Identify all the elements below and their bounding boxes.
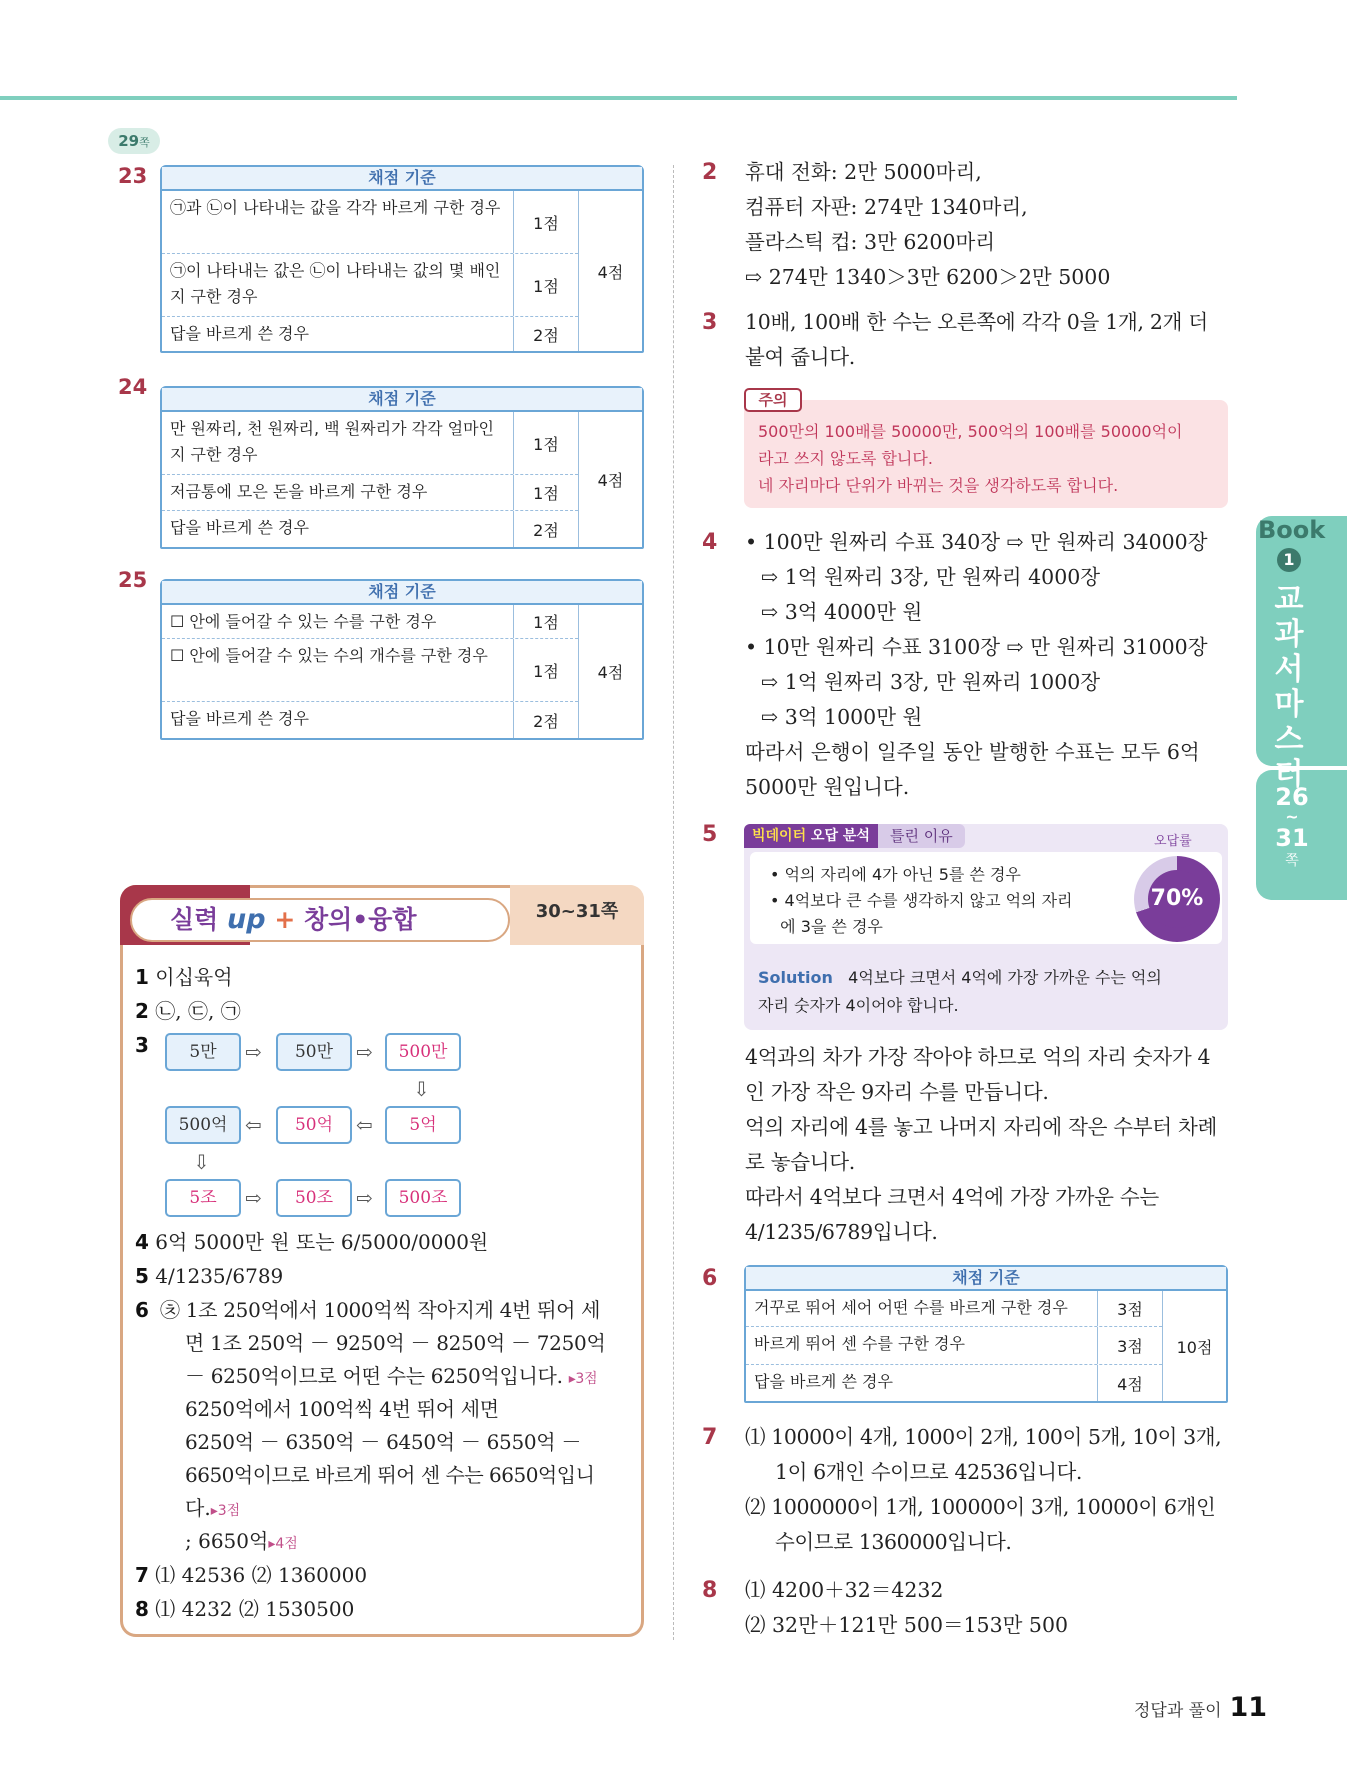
rubric-points: 1점 <box>513 191 578 253</box>
question-number: 23 <box>118 164 148 188</box>
answer-4: 4 6억 5000만 원 또는 6/5000/0000원 <box>135 1230 489 1254</box>
arrow-down-icon: ⇩ <box>413 1077 430 1101</box>
answer-1: 1 이십육억 <box>135 965 233 989</box>
flow-box: 5만 <box>165 1033 241 1071</box>
answer-7-text: ⑴ 10000이 4개, 1000이 2개, 100이 5개, 10이 3개, 1이 6개인 수이므로 42536입니다. ⑵ 1000000이 1개, 100000이 3개, 10000이 6개인 수이므로 1360000입니다. <box>745 1425 1222 1554</box>
rubric-criterion: 저금통에 모은 돈을 바르게 구한 경우 <box>170 482 428 501</box>
section-pages: 30~31쪽 <box>510 885 644 945</box>
rubric-title: 채점 기준 <box>162 581 642 605</box>
question-number: 7 <box>702 1425 718 1450</box>
caution-box <box>744 391 1228 508</box>
answer-6-line: 면 1조 250억 － 9250억 － 8250억 － 7250억 <box>185 1331 606 1355</box>
footer: 정답과 풀이 11 <box>1134 1692 1268 1723</box>
rubric-criterion: 답을 바르게 쓴 경우 <box>754 1372 893 1391</box>
arrow-down-icon: ⇩ <box>193 1150 210 1174</box>
rubric-points: 3점 <box>1097 1327 1162 1364</box>
answer-6-line: 다.▸3점 <box>185 1496 241 1520</box>
rubric-table-6 <box>744 1265 1228 1403</box>
question-number: 25 <box>118 568 148 592</box>
flow-box: 500조 <box>385 1179 461 1217</box>
caution-label: 주의 <box>744 388 802 412</box>
answer-2-text: 휴대 전화: 2만 5000마리, 컴퓨터 자판: 274만 1340마리, 플라스틱 컵: 3만 6200마리 ⇨ 274만 1340＞3만 6200＞2만 5000 <box>745 160 1111 289</box>
rubric-criterion: 바르게 뛰어 센 수를 구한 경우 <box>754 1334 965 1353</box>
rubric-total: 4점 <box>578 191 642 351</box>
answer-3-text: 10배, 100배 한 수는 오른쪽에 각각 0을 1개, 2개 더 붙여 줍니다. <box>745 310 1208 369</box>
error-rate-value: 70% <box>1148 870 1206 928</box>
rubric-points: 1점 <box>513 475 578 510</box>
book-number: 1 <box>1277 548 1301 572</box>
caution-text: 500만의 100배를 50000만, 500억의 100배를 50000억이 라고 쓰지 않도록 합니다. 네 자리마다 단위가 바뀌는 것을 생각하도록 합니다. <box>758 422 1183 495</box>
question-number: 8 <box>702 1578 718 1603</box>
rubric-total: 4점 <box>578 412 642 547</box>
side-page-range: 26 ~ 31 쪽 <box>1275 783 1309 869</box>
answer-5-text: 4억과의 차가 가장 작아야 하므로 억의 자리 숫자가 4 인 가장 작은 9자리 수를 만듭니다. 억의 자리에 4를 놓고 나머지 자리에 작은 수부터 차례 로 놓습니다. 따라서 4억보다 크면서 4억에 가장 가까운 수는 4/1235/6789입니다. <box>745 1045 1218 1244</box>
rubric-title: 채점 기준 <box>162 388 642 412</box>
rubric-criterion: 답을 바르게 쓴 경우 <box>170 709 309 728</box>
rubric-criterion: 거꾸로 뛰어 세어 어떤 수를 바르게 구한 경우 <box>754 1298 1068 1317</box>
rubric-total: 4점 <box>578 605 642 738</box>
arrow-right-icon: ⇨ <box>356 1040 373 1064</box>
rubric-points: 1점 <box>513 639 578 701</box>
answer-3-number: 3 <box>135 1033 149 1057</box>
rubric-points: 2점 <box>513 511 578 547</box>
answer-6-line: 6250억에서 100억씩 4번 뛰어 세면 <box>185 1397 499 1421</box>
book-label: Book <box>1258 516 1326 544</box>
flow-box: 500만 <box>385 1033 461 1071</box>
rubric-criterion: 답을 바르게 쓴 경우 <box>170 518 309 537</box>
answer-6-line: － 6250억이므로 어떤 수는 6250억입니다. ▸3점 <box>185 1364 598 1388</box>
answer-5: 5 4/1235/6789 <box>135 1264 284 1288</box>
rubric-table-25 <box>160 579 644 740</box>
rubric-points: 2점 <box>513 702 578 738</box>
rubric-points: 4점 <box>1097 1365 1162 1401</box>
flow-box: 50억 <box>276 1106 352 1144</box>
rubric-points: 1점 <box>513 254 578 316</box>
answer-6-line: ; 6650억▸4점 <box>185 1529 298 1553</box>
side-title: 교 과 서 마 스 터 <box>1274 582 1304 792</box>
flow-box: 50만 <box>276 1033 352 1071</box>
rubric-points: 3점 <box>1097 1291 1162 1326</box>
rubric-total: 10점 <box>1162 1291 1226 1401</box>
question-number: 5 <box>702 822 718 847</box>
rubric-criterion: 만 원짜리, 천 원짜리, 백 원짜리가 각각 얼마인지 구한 경우 <box>170 419 494 464</box>
arrow-left-icon: ⇦ <box>356 1113 373 1137</box>
flow-box: 5조 <box>165 1179 241 1217</box>
flow-box: 500억 <box>165 1106 241 1144</box>
question-number: 6 <box>702 1266 718 1291</box>
wrong-reasons: • 억의 자리에 4가 아닌 5를 쓴 경우 • 4억보다 큰 수를 생각하지 않고 억의 자리 에 3을 쓴 경우 <box>750 852 1222 944</box>
answer-6-number: 6 <box>135 1298 149 1322</box>
bigdata-header: 빅데이터 오답 분석 틀린 이유 <box>744 824 965 848</box>
bigdata-analysis-box <box>744 824 1228 1030</box>
flow-box: 50조 <box>276 1179 352 1217</box>
rubric-criterion: ☐ 안에 들어갈 수 있는 수를 구한 경우 <box>170 612 437 631</box>
page-number: 11 <box>1229 1692 1268 1723</box>
error-rate-label: 오답률 <box>1154 834 1192 849</box>
arrow-left-icon: ⇦ <box>245 1113 262 1137</box>
arrow-right-icon: ⇨ <box>245 1186 262 1210</box>
rubric-table-23 <box>160 165 644 353</box>
rubric-table-24 <box>160 386 644 549</box>
arrow-right-icon: ⇨ <box>356 1186 373 1210</box>
question-number: 4 <box>702 530 718 555</box>
page-tag: 29쪽 <box>108 128 160 154</box>
question-number: 2 <box>702 160 718 185</box>
answer-7: 7 ⑴ 42536 ⑵ 1360000 <box>135 1563 368 1587</box>
column-divider <box>673 165 674 1640</box>
answer-8-text: ⑴ 4200＋32＝4232 ⑵ 32만＋121만 500＝153만 500 <box>745 1578 1069 1637</box>
answer-8: 8 ⑴ 4232 ⑵ 1530500 <box>135 1597 355 1621</box>
rubric-points: 1점 <box>513 605 578 638</box>
rubric-title: 채점 기준 <box>746 1267 1226 1291</box>
flow-box: 5억 <box>385 1106 461 1144</box>
section-title: 실력 up + 창의•융합 <box>130 898 510 942</box>
rubric-criterion: ㉠과 ㉡이 나타내는 값을 각각 바르게 구한 경우 <box>170 198 501 217</box>
arrow-right-icon: ⇨ <box>245 1040 262 1064</box>
answer-6-line: 6250억 － 6350억 － 6450억 － 6550억 － <box>185 1430 582 1454</box>
answer-4-text: • 100만 원짜리 수표 340장 ⇨ 만 원짜리 34000장 ⇨ 1억 원짜리 3장, 만 원짜리 4000장 ⇨ 3억 4000만 원 • 10만 원짜리 수표 3100장 ⇨ 만 원짜리 31000장 ⇨ 1억 원짜리 3장, 만 원짜리 1000장 ⇨ 3억 1000만 원 따라서 은행이 일주일 동안 발행한 수표는 모두 6억 5000만 원입니다. <box>745 530 1208 799</box>
question-number: 24 <box>118 375 148 399</box>
rubric-points: 1점 <box>513 412 578 474</box>
answer-6-line: ㉩ 1조 250억에서 1000억씩 작아지게 4번 뛰어 세 <box>160 1298 601 1322</box>
solution-text: Solution 4억보다 크면서 4억에 가장 가까운 수는 억의 자리 숫자가 4이어야 합니다. <box>758 968 1162 1015</box>
top-rule <box>0 96 1237 100</box>
question-number: 3 <box>702 310 718 335</box>
rubric-title: 채점 기준 <box>162 167 642 191</box>
answer-6-line: 6650억이므로 바르게 뛰어 센 수는 6650억입니 <box>185 1463 595 1487</box>
rubric-criterion: 답을 바르게 쓴 경우 <box>170 324 309 343</box>
rubric-criterion: ☐ 안에 들어갈 수 있는 수의 개수를 구한 경우 <box>170 646 488 665</box>
answer-2: 2 ㉡, ㉢, ㉠ <box>135 999 241 1023</box>
error-rate-donut <box>1134 856 1220 942</box>
rubric-points: 2점 <box>513 317 578 351</box>
rubric-criterion: ㉠이 나타내는 값은 ㉡이 나타내는 값의 몇 배인지 구한 경우 <box>170 261 501 306</box>
